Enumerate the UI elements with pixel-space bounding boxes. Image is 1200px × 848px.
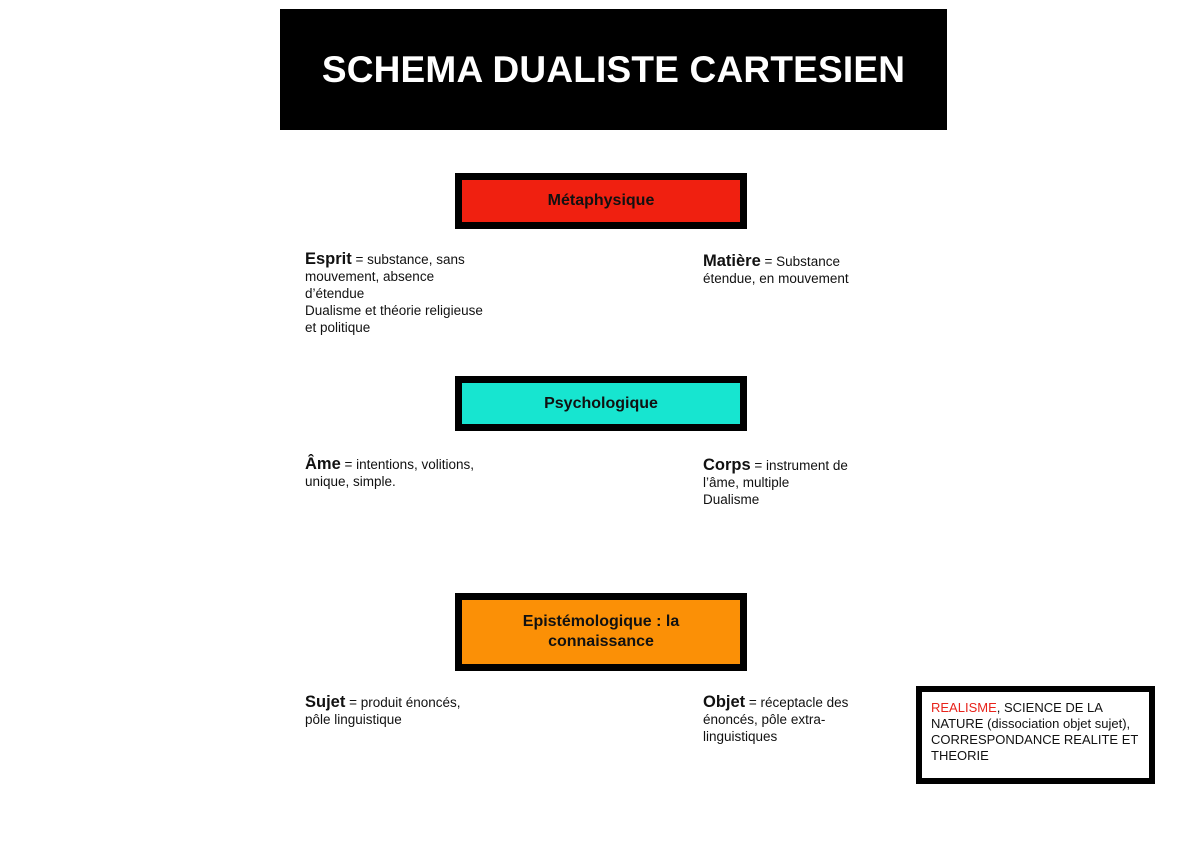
ame-description bbox=[305, 456, 535, 490]
ame-definition: = intentions, volitions, bbox=[340, 457, 474, 472]
esprit-line: Dualisme et théorie religieuse bbox=[305, 303, 483, 318]
category-metaphysique-label: Métaphysique bbox=[547, 192, 655, 209]
corps-description bbox=[703, 457, 903, 508]
esprit-line: d’étendue bbox=[305, 286, 365, 301]
sujet-description bbox=[305, 694, 535, 728]
objet-term: Objet bbox=[703, 693, 746, 711]
esprit-definition: = substance, sans bbox=[351, 252, 465, 267]
page-title: SCHEMA DUALISTE CARTESIEN bbox=[321, 48, 906, 90]
category-psychologique-label: Psychologique bbox=[544, 394, 658, 412]
esprit-description bbox=[305, 251, 530, 336]
realisme-highlight: REALISME bbox=[931, 700, 997, 715]
matiere-line: étendue, en mouvement bbox=[703, 271, 849, 286]
corps-definition: = instrument de bbox=[750, 458, 848, 473]
realisme-note-text: , SCIENCE DE LA NATURE (dissociation objet sujet), CORRESPONDANCE REALITE ET THEORIE bbox=[931, 700, 1139, 763]
ame-term: Âme bbox=[305, 455, 341, 473]
esprit-term: Esprit bbox=[305, 250, 352, 268]
objet-line: linguistiques bbox=[703, 729, 778, 744]
objet-definition: = réceptacle des bbox=[745, 695, 849, 710]
category-epistemologique bbox=[455, 593, 747, 671]
realisme-note bbox=[916, 686, 1155, 784]
esprit-line: et politique bbox=[305, 320, 371, 335]
matiere-description bbox=[703, 253, 903, 287]
sujet-term: Sujet bbox=[305, 693, 346, 711]
corps-line: Dualisme bbox=[703, 492, 760, 507]
matiere-definition: = Substance bbox=[760, 254, 840, 269]
esprit-line: mouvement, absence bbox=[305, 269, 435, 284]
category-metaphysique bbox=[455, 173, 747, 229]
sujet-definition: = produit énoncés, bbox=[345, 695, 461, 710]
corps-line: l’âme, multiple bbox=[703, 475, 790, 490]
matiere-term: Matière bbox=[703, 252, 761, 270]
ame-line: unique, simple. bbox=[305, 474, 396, 489]
corps-term: Corps bbox=[703, 456, 751, 474]
sujet-line: pôle linguistique bbox=[305, 712, 402, 727]
category-psychologique bbox=[455, 376, 747, 431]
objet-description bbox=[703, 694, 903, 745]
category-epistemologique-label: Epistémologique : la connaissance bbox=[522, 613, 680, 650]
objet-line: énoncés, pôle extra- bbox=[703, 712, 826, 727]
title-banner bbox=[280, 9, 947, 130]
